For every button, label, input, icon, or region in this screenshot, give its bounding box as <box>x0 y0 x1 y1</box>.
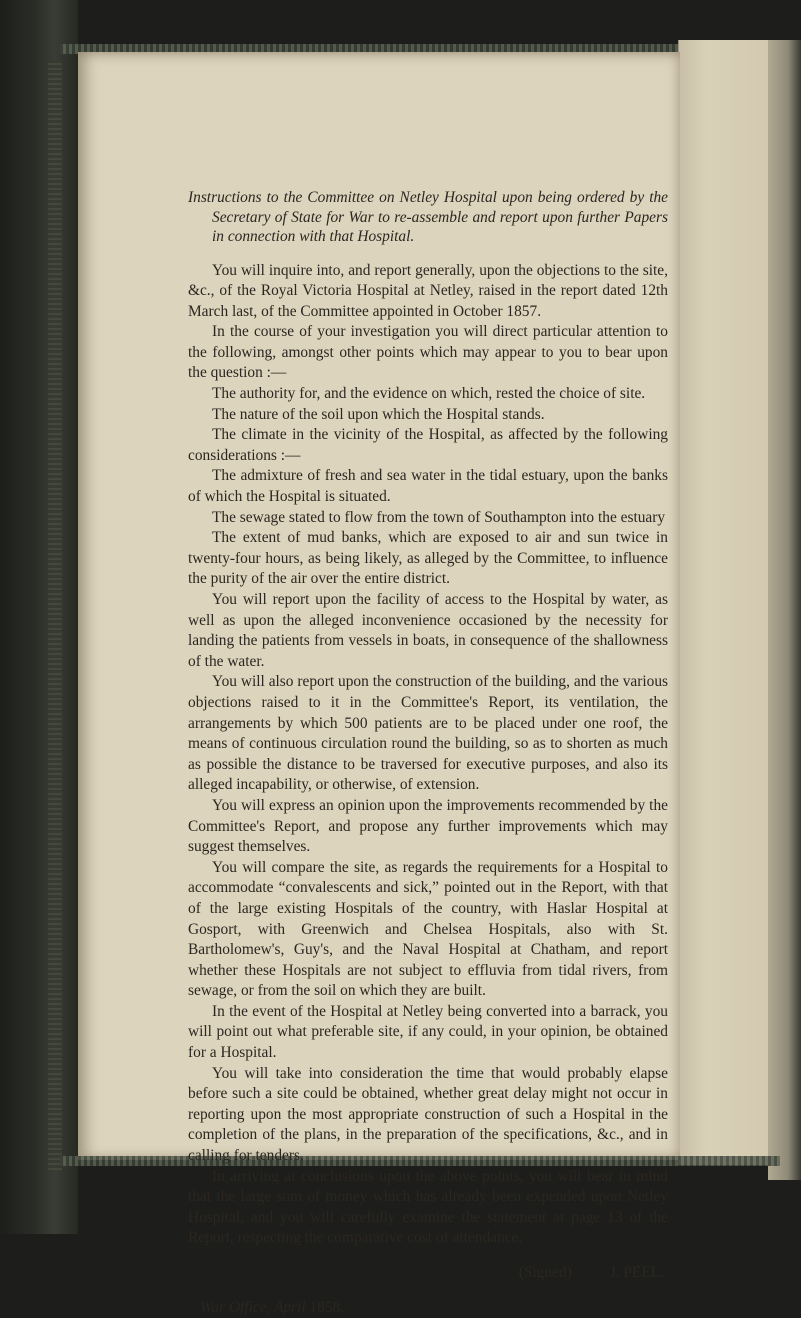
document-heading: Instructions to the Committee on Netley Hospital upon being ordered by the Secretary of State for War to re-assemble and report upon further Papers in connection with that Hospital. <box>188 189 668 245</box>
document-text <box>188 188 668 1318</box>
paragraph: The climate in the vicinity of the Hospital, as affected by the following considerations :— <box>188 426 668 464</box>
paragraph: The admixture of fresh and sea water in the tidal estuary, upon the banks of which the Hospital is situated. <box>188 467 668 506</box>
paragraph: You will compare the site, as regards the requirements for a Hospital to accommodate “convalescents and sick,” pointed out in the Report, with that of the large existing Hospitals of the country, with Haslar Hospital at Gosport, with Greenwich and Chelsea Hospitals, also with St. Bartholomew's, Guy's, and the Naval Hospital at Chatham, and report whether these Hospitals are not subject to effluvia from tidal rivers, from sewage, or from the soil on which they are built. <box>188 858 668 1000</box>
dateline-place: War Office, April <box>200 1298 306 1316</box>
signed-label: (Signed) <box>518 1264 572 1281</box>
paragraph: You will take into consideration the time that would probably elapse before such a site could be obtained, whether great delay might not occur in reporting upon the most appropriate construction of such a Hospital in the completion of the plans, in the preparation of the specifications, &c., and in calling for tenders. <box>188 1064 668 1165</box>
signatory-name: J. PEEL. <box>609 1264 664 1281</box>
paragraph: You will report upon the facility of access to the Hospital by water, as well as upon the alleged inconvenience occasioned by the necessity for landing the patients from vessels in boats, in consequence of the shallowness of the water. <box>188 591 668 670</box>
paragraph: In arriving at conclusions upon the above points, you will bear in mind that the large sum of money which has already been expended upon Netley Hospital, and you will carefully examine the statement at page 13 of the Report, respecting the comparative cost of attendance. <box>188 1167 668 1247</box>
dateline <box>188 1298 668 1318</box>
paragraph: The extent of mud banks, which are exposed to air and sun twice in twenty-four hours, as being likely, as alleged by the Committee, to influence the purity of the air over the entire district. <box>188 529 668 588</box>
signature-block <box>188 1263 668 1284</box>
paragraph: In the event of the Hospital at Netley being converted into a barrack, you will point out what preferable site, if any could, in your opinion, be obtained for a Hospital. <box>188 1002 668 1062</box>
paragraph: The nature of the soil upon which the Hospital stands. <box>212 405 545 423</box>
paragraph: The sewage stated to flow from the town of Southampton into the estuary <box>212 508 666 526</box>
paragraph: You will also report upon the construction of the building, and the various objections raised to it in the Committee's Report, its ventilation, the arrangements by which 500 patients are to be placed under one roof, the means of continuous circulation round the building, so as to shorten as much as possible the distance to be traversed for executive purposes, and also its alleged incapability, or otherwise, of extension. <box>188 673 668 794</box>
paragraph: In the course of your investigation you will direct particular attention to the following, amongst other points which may appear to you to bear upon the question :— <box>188 323 668 382</box>
facing-page-edge <box>678 40 771 1165</box>
page-stack-edge <box>768 40 801 1180</box>
paragraph: The authority for, and the evidence on which, rested the choice of site. <box>212 385 646 403</box>
paragraph: You will express an opinion upon the improvements recommended by the Committee's Report, and propose any further improvements which may suggest themselves. <box>188 796 668 856</box>
paragraph: You will inquire into, and report generally, upon the objections to the site, &c., of the Royal Victoria Hospital at Netley, raised in the report dated 12th March last, of the Committee appointed in October 1857. <box>188 261 668 320</box>
book-binding <box>0 0 78 1234</box>
dateline-year: 1858. <box>309 1298 345 1316</box>
